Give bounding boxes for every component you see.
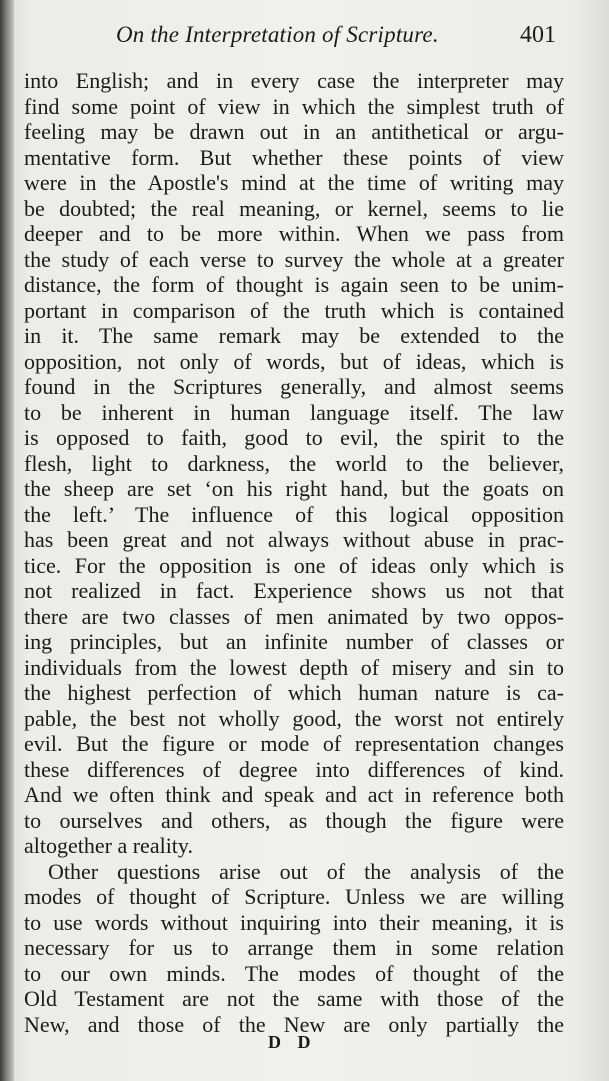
text-line: tice. For the opposition is one of ideas only which is <box>24 552 564 578</box>
text-line: portant in comparison of the truth which is contained <box>24 297 564 323</box>
text-line: evil. But the figure or mode of representation changes <box>24 731 564 756</box>
text-line: opposition, not only of words, but of ideas, which is <box>24 348 564 374</box>
body-text <box>24 68 564 1037</box>
text-line: Old Testament are not the same with those of the <box>24 986 564 1011</box>
text-line: individuals from the lowest depth of misery and sin to <box>24 654 564 680</box>
text-line: is opposed to faith, good to evil, the spirit to the <box>24 425 564 450</box>
text-line: these differences of degree into differences of kind. <box>24 756 564 782</box>
text-line: to our own minds. The modes of thought of the <box>24 960 564 986</box>
text-line: And we often think and speak and act in reference both <box>24 782 564 807</box>
text-line: feeling may be drawn out in an antithetical or argu- <box>24 119 564 144</box>
text-line: be doubted; the real meaning, or kernel, seems to lie <box>24 195 564 221</box>
text-line: the left.’ The influence of this logical opposition <box>24 501 564 527</box>
text-line: has been great and not always without abuse in prac- <box>24 527 564 552</box>
text-line: Other questions arise out of the analysis of the <box>48 858 564 884</box>
text-line: the study of each verse to survey the whole at a greater <box>24 246 564 272</box>
text-line: deeper and to be more within. When we pass from <box>24 221 564 246</box>
text-line: distance, the form of thought is again seen to be unim- <box>24 272 564 297</box>
text-line: New, and those of the New are only partially the <box>24 1011 564 1037</box>
page-number: 401 <box>520 22 556 48</box>
text-line: mentative form. But whether these points of view <box>24 144 564 170</box>
text-line: into English; and in every case the interpreter may <box>24 68 564 93</box>
text-line: to ourselves and others, as though the figure were <box>24 807 564 833</box>
text-line: to be inherent in human language itself. The law <box>24 399 564 425</box>
text-line: found in the Scriptures generally, and almost seems <box>24 374 564 399</box>
running-title: On the Interpretation of Scripture. <box>116 22 439 47</box>
signature-mark: D D <box>268 1032 317 1052</box>
text-line: not realized in fact. Experience shows us not that <box>24 578 564 603</box>
page-header <box>0 18 609 58</box>
page-binding-shadow <box>0 0 14 1081</box>
text-line: were in the Apostle's mind at the time of writing may <box>24 170 564 195</box>
text-line: to use words without inquiring into their meaning, it is <box>24 909 564 935</box>
text-line: the highest perfection of which human nature is ca- <box>24 680 564 705</box>
text-line: necessary for us to arrange them in some relation <box>24 935 564 960</box>
text-line: the sheep are set ‘on his right hand, but the goats on <box>24 476 564 501</box>
text-line: in it. The same remark may be extended to the <box>24 323 564 348</box>
text-line: modes of thought of Scripture. Unless we are willing <box>24 884 564 909</box>
text-line: there are two classes of men animated by two oppos- <box>24 603 564 629</box>
text-line: find some point of view in which the simplest truth of <box>24 93 564 119</box>
text-line: altogether a reality. <box>24 833 193 858</box>
text-line: flesh, light to darkness, the world to the believer, <box>24 450 564 476</box>
text-line: pable, the best not wholly good, the worst not entirely <box>24 705 564 731</box>
text-line: ing principles, but an infinite number of classes or <box>24 629 564 654</box>
